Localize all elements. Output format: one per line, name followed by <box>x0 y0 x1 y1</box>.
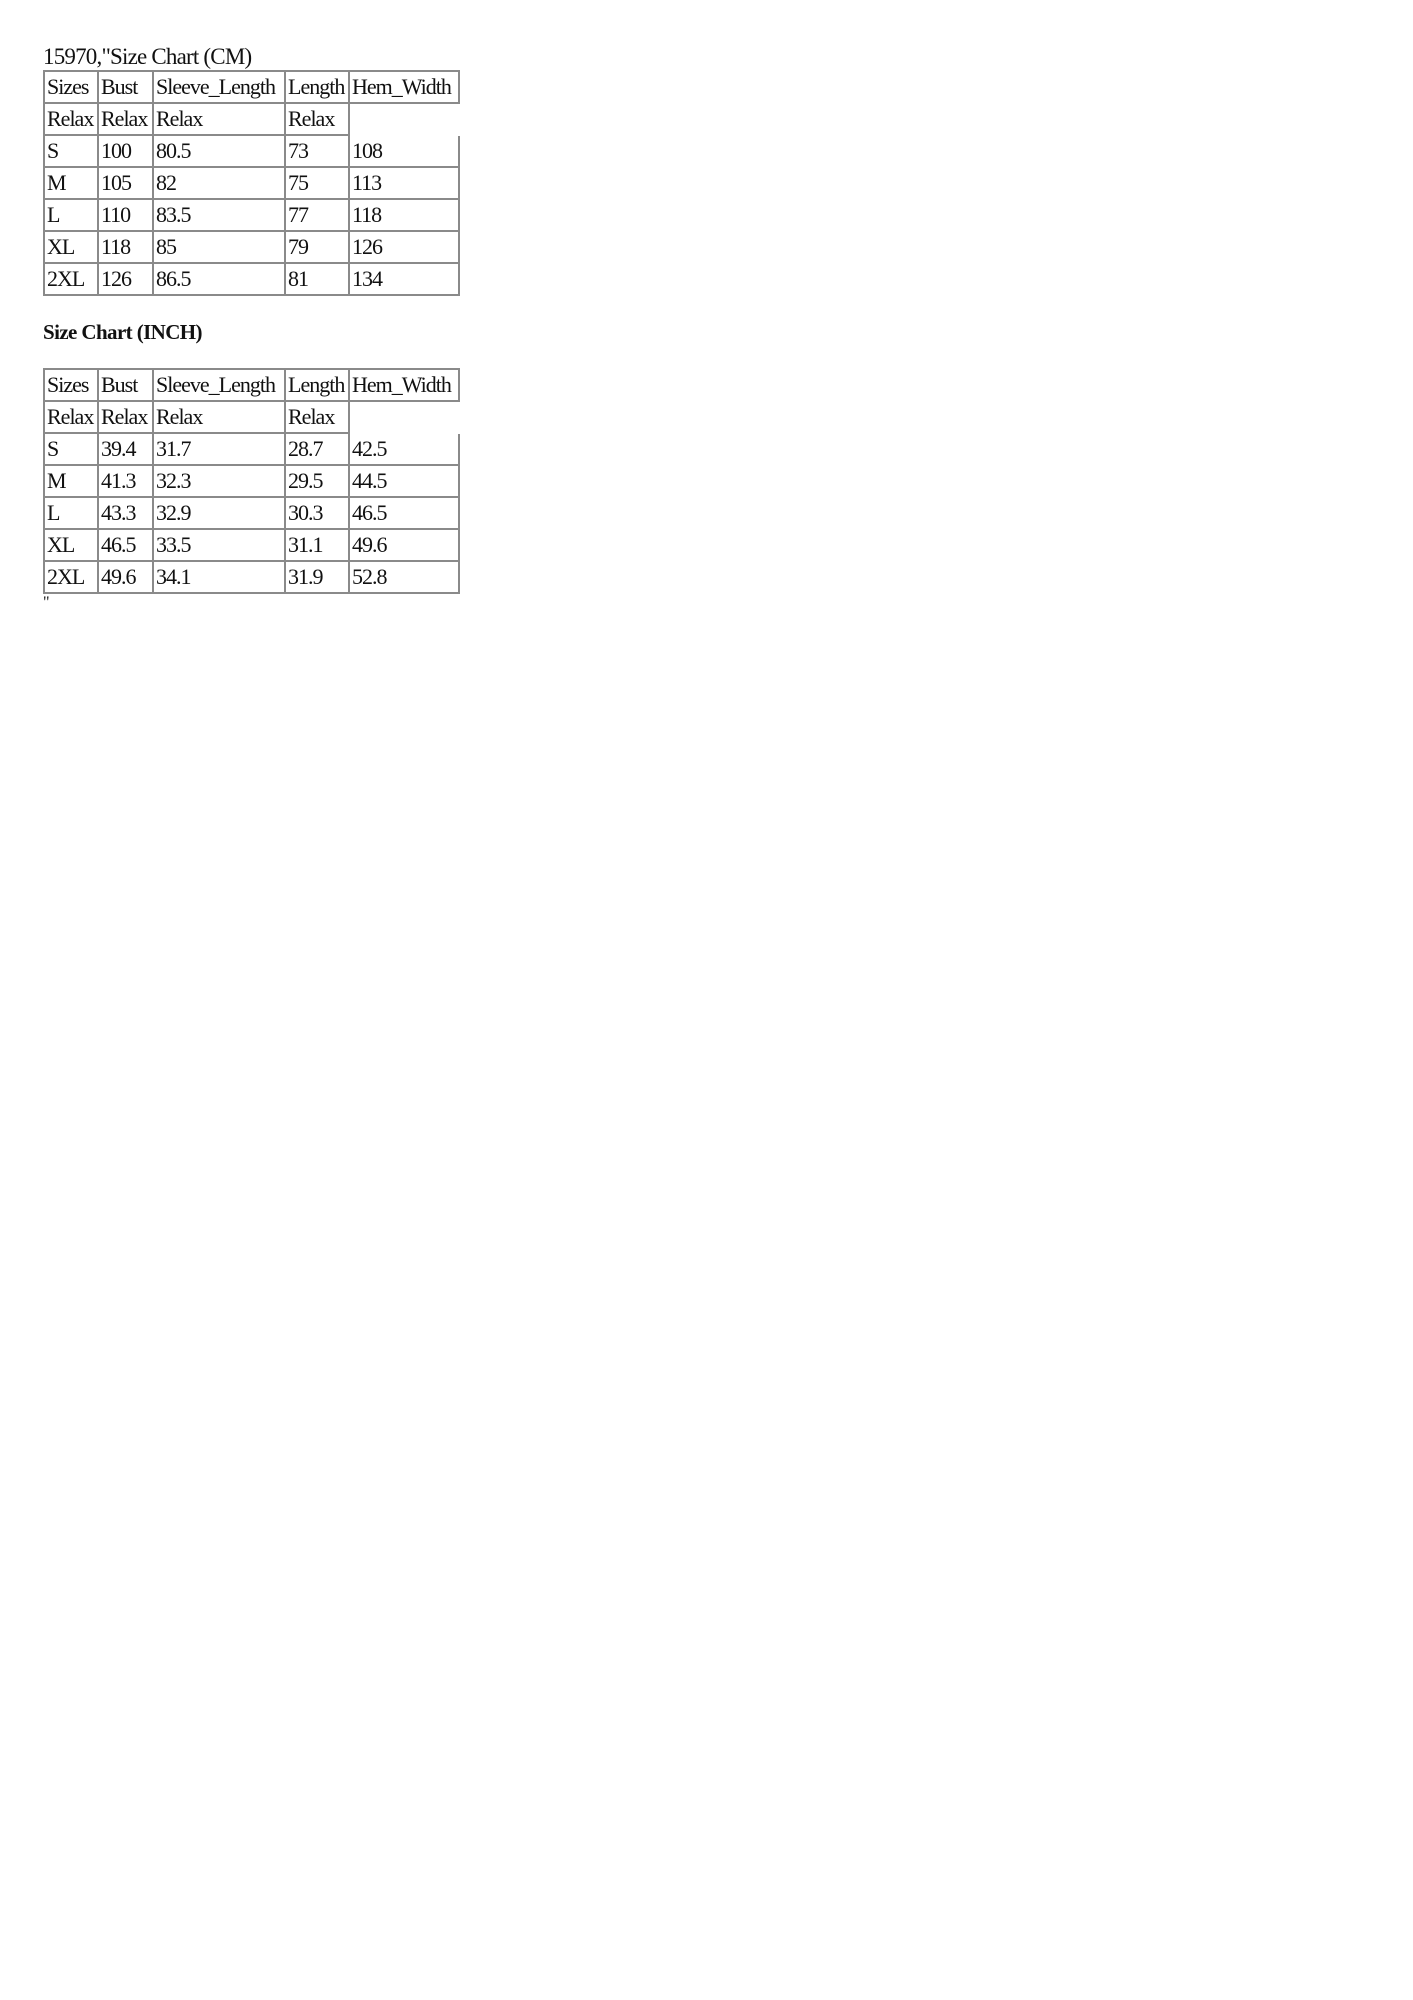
length-cell: 28.7 <box>286 434 350 466</box>
bust-cell: 41.3 <box>99 466 154 498</box>
sleeve-length-cell: 34.1 <box>154 562 286 594</box>
fit-row <box>45 104 460 136</box>
fit-cell: Relax <box>154 402 286 434</box>
fit-cell: Relax <box>99 402 154 434</box>
column-header-hem-width: Hem_Width <box>350 72 460 104</box>
length-cell: 30.3 <box>286 498 350 530</box>
column-header-sleeve-length: Sleeve_Length <box>154 72 286 104</box>
length-cell: 79 <box>286 232 350 264</box>
hem-width-cell: 126 <box>350 232 460 264</box>
column-header-length: Length <box>286 370 350 402</box>
empty-cell <box>350 402 460 434</box>
length-cell: 75 <box>286 168 350 200</box>
bust-cell: 46.5 <box>99 530 154 562</box>
column-header-hem-width: Hem_Width <box>350 370 460 402</box>
size-cell: 2XL <box>45 562 99 594</box>
size-cell: S <box>45 434 99 466</box>
closing-quote-mark: " <box>43 594 50 611</box>
hem-width-cell: 49.6 <box>350 530 460 562</box>
bust-cell: 49.6 <box>99 562 154 594</box>
empty-cell <box>350 104 460 136</box>
cm-chart-header: 15970,"Size Chart (CM) <box>43 44 252 69</box>
size-chart-cm-table <box>43 70 460 296</box>
sleeve-length-cell: 32.3 <box>154 466 286 498</box>
sleeve-length-cell: 32.9 <box>154 498 286 530</box>
sleeve-length-cell: 82 <box>154 168 286 200</box>
fit-cell: Relax <box>99 104 154 136</box>
fit-cell: Relax <box>45 104 99 136</box>
bust-cell: 110 <box>99 200 154 232</box>
sleeve-length-cell: 83.5 <box>154 200 286 232</box>
size-cell: 2XL <box>45 264 99 296</box>
size-chart-inch-table <box>43 368 460 594</box>
length-cell: 31.9 <box>286 562 350 594</box>
table-row <box>45 498 460 530</box>
sleeve-length-cell: 85 <box>154 232 286 264</box>
length-cell: 73 <box>286 136 350 168</box>
table-row <box>45 434 460 466</box>
size-cell: XL <box>45 530 99 562</box>
hem-width-cell: 42.5 <box>350 434 460 466</box>
length-cell: 31.1 <box>286 530 350 562</box>
hem-width-cell: 118 <box>350 200 460 232</box>
size-cell: M <box>45 466 99 498</box>
table-row <box>45 232 460 264</box>
length-cell: 29.5 <box>286 466 350 498</box>
hem-width-cell: 52.8 <box>350 562 460 594</box>
size-chart-document <box>43 44 460 610</box>
size-cell: L <box>45 498 99 530</box>
table-row <box>45 168 460 200</box>
fit-cell: Relax <box>286 402 350 434</box>
table-row <box>45 264 460 296</box>
sleeve-length-cell: 86.5 <box>154 264 286 296</box>
table-row <box>45 562 460 594</box>
fit-cell: Relax <box>154 104 286 136</box>
hem-width-cell: 44.5 <box>350 466 460 498</box>
size-cell: XL <box>45 232 99 264</box>
size-cell: L <box>45 200 99 232</box>
size-cell: M <box>45 168 99 200</box>
table-row <box>45 200 460 232</box>
column-header-bust: Bust <box>99 370 154 402</box>
hem-width-cell: 134 <box>350 264 460 296</box>
table-row <box>45 136 460 168</box>
table-row <box>45 466 460 498</box>
column-header-sizes: Sizes <box>45 72 99 104</box>
hem-width-cell: 108 <box>350 136 460 168</box>
fit-cell: Relax <box>45 402 99 434</box>
column-header-bust: Bust <box>99 72 154 104</box>
bust-cell: 105 <box>99 168 154 200</box>
length-cell: 77 <box>286 200 350 232</box>
size-cell: S <box>45 136 99 168</box>
table-row <box>45 530 460 562</box>
column-header-sleeve-length: Sleeve_Length <box>154 370 286 402</box>
bust-cell: 126 <box>99 264 154 296</box>
hem-width-cell: 46.5 <box>350 498 460 530</box>
inch-chart-title: Size Chart (INCH) <box>43 320 202 344</box>
fit-cell: Relax <box>286 104 350 136</box>
column-header-sizes: Sizes <box>45 370 99 402</box>
bust-cell: 39.4 <box>99 434 154 466</box>
sleeve-length-cell: 33.5 <box>154 530 286 562</box>
column-header-length: Length <box>286 72 350 104</box>
sleeve-length-cell: 80.5 <box>154 136 286 168</box>
sleeve-length-cell: 31.7 <box>154 434 286 466</box>
length-cell: 81 <box>286 264 350 296</box>
table-header-row <box>45 72 460 104</box>
fit-row <box>45 402 460 434</box>
bust-cell: 43.3 <box>99 498 154 530</box>
bust-cell: 100 <box>99 136 154 168</box>
hem-width-cell: 113 <box>350 168 460 200</box>
bust-cell: 118 <box>99 232 154 264</box>
table-header-row <box>45 370 460 402</box>
